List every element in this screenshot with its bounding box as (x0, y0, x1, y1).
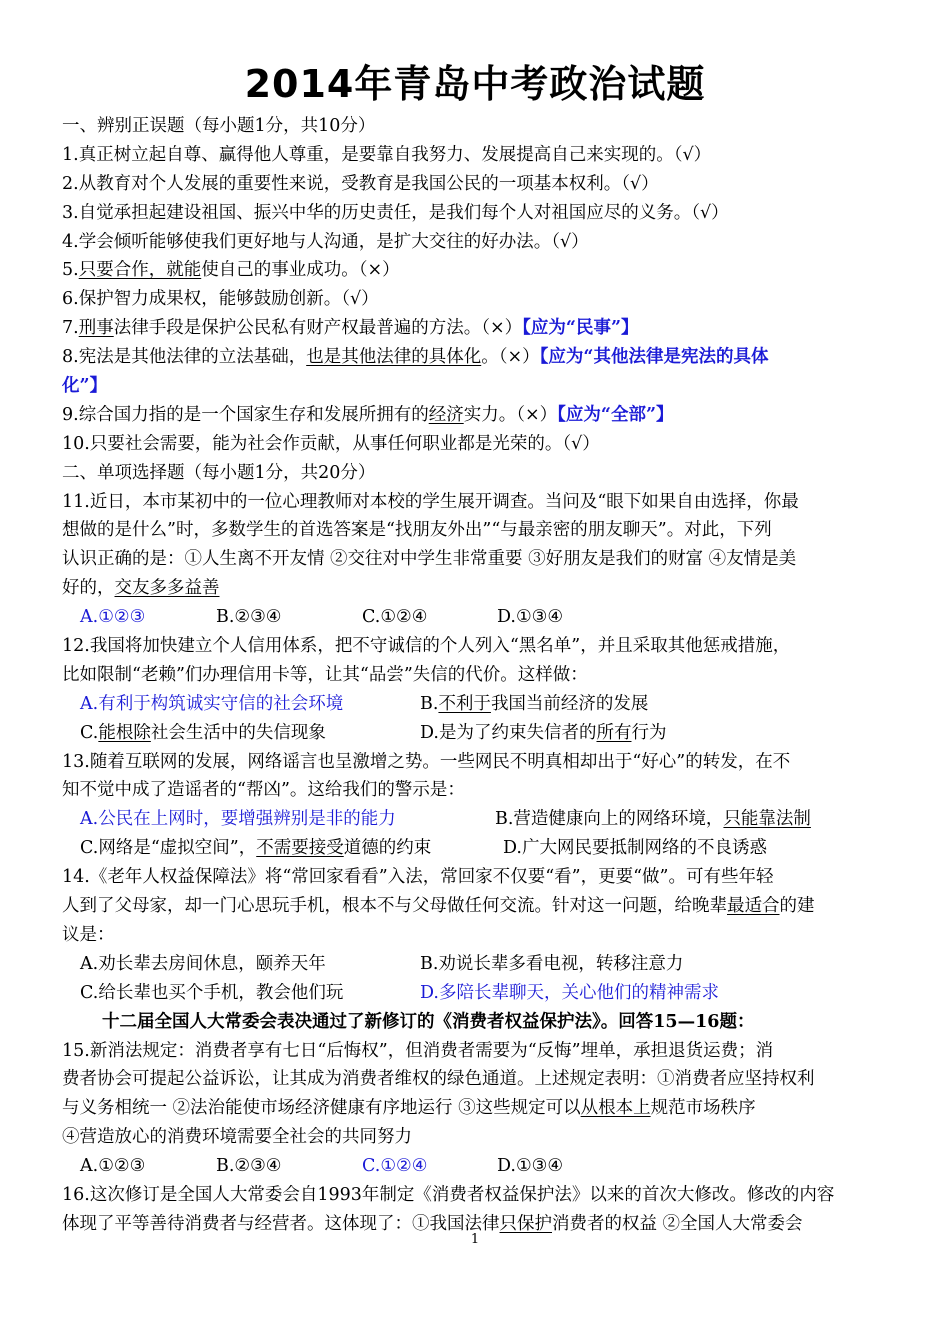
q12-option-d-underlined: 所有 (596, 722, 632, 743)
question-14-line1: 14.《老年人权益保障法》将“常回家看看”入法，常回家不仅要“看”，更要“做”。可有些年轻 (62, 867, 774, 888)
q7-rest: 法律手段是保护公民私有财产权最普遍的方法。（×） (113, 318, 523, 339)
q9-rest: 实力。（×） (463, 404, 558, 425)
question-11-options (62, 603, 890, 632)
question-15-line2: 费者协会可提起公益诉讼，让其成为消费者维权的绿色通道。上述规定表明：①消费者应坚持权利 (62, 1069, 815, 1090)
q8-underlined: 也是其他法律的具体化 (306, 347, 482, 368)
q15-line3-rest: 规范市场秩序 (650, 1098, 756, 1119)
q7-prefix: 7. (62, 318, 79, 339)
section-heading-true-false: 一、辨别正误题（每小题1分，共10分） (62, 116, 376, 136)
q8-prefix: 8.宪法是其他法律的立法基础， (62, 347, 307, 368)
q13-option-b (495, 809, 811, 829)
question-9 (62, 401, 890, 430)
question-14-options-row1 (62, 950, 890, 979)
q13-option-c-rest: 道德的约束 (343, 838, 432, 859)
q9-correction-note: 【应为“全部”】 (557, 404, 674, 425)
q14-line2-rest: 的建 (779, 896, 815, 917)
q12-option-b (420, 694, 648, 714)
q12-option-b-prefix: B. (420, 693, 439, 714)
question-8-continued (62, 372, 890, 401)
q14-option-b: B.劝说长辈多看电视，转移注意力 (420, 953, 684, 974)
question-12-options-row1 (62, 690, 890, 719)
q15-option-a: A.①②③ (80, 1156, 146, 1177)
q15-line3-prefix: 与义务相统一 ②法治能使市场经济健康有序地运行 ③这些规定可以 (62, 1098, 581, 1119)
q9-prefix: 9.综合国力指的是一个国家生存和发展所拥有的 (62, 404, 429, 425)
q8-correction-note-cont: 化”】 (62, 376, 108, 397)
question-4: 4.学会倾听能够使我们更好地与人沟通，是扩大交往的好办法。（√） (62, 231, 589, 252)
q12-option-b-underlined: 不利于 (438, 693, 491, 714)
question-7 (62, 314, 890, 343)
question-13-options-row2 (62, 834, 890, 863)
q12-option-c-underlined: 能根除 (98, 722, 151, 743)
q14-line2-prefix: 人到了父母家，却一门心思玩手机，根本不与父母做任何交流。针对这一问题，给晚辈 (62, 896, 727, 917)
q8-correction-note: 【应为“其他法律是宪法的具体 (539, 347, 769, 368)
question-12-options-row2 (62, 719, 890, 748)
question-15-line1: 15.新消法规定：消费者享有七日“后悔权”，但消费者需要为“反悔”埋单，承担退货运费；消 (62, 1040, 774, 1061)
q5-rest: 使自己的事业成功。（×） (201, 260, 400, 281)
question-11-line1: 11.近日，本市某初中的一位心理教师对本校的学生展开调查。当问及“眼下如果自由选择，你最 (62, 491, 799, 512)
question-14-line3: 议是： (62, 924, 115, 945)
q13-option-d: D.广大网民要抵制网络的不良诱惑 (503, 838, 767, 859)
q11-underlined: 交友多多益善 (114, 578, 220, 599)
q12-option-c (80, 719, 420, 748)
q14-option-a: A.劝长辈去房间休息，颐养天年 (80, 953, 326, 974)
q11-line4-prefix: 好的， (62, 578, 115, 599)
q15-underlined: 从根本上 (580, 1098, 651, 1119)
question-1: 1.真正树立起自尊、赢得他人尊重，是要靠自我努力、发展提高自己来实现的。（√） (62, 144, 712, 165)
q7-underlined: 刑事 (78, 318, 114, 339)
q13-option-c-prefix: C.网络是“虚拟空间”， (80, 838, 257, 859)
q16-line2-rest: 消费者的权益 ②全国人大常委会 (552, 1213, 803, 1234)
q8-rest: 。（×） (481, 347, 540, 368)
q12-option-d (420, 723, 666, 743)
q11-option-d: D.①③④ (497, 607, 564, 628)
question-11-line4 (62, 574, 890, 603)
question-13-line1: 13.随着互联网的发展，网络谣言也呈激增之势。一些网民不明真相却出于“好心”的转发，在不 (62, 751, 791, 772)
q9-underlined: 经济 (428, 404, 464, 425)
q11-option-b: B.②③④ (216, 607, 282, 628)
question-12-line1: 12.我国将加快建立个人信用体系，把不守诚信的个人列入“黑名单”，并且采取其他惩戒措施， (62, 636, 791, 657)
q13-option-a: A.公民在上网时，要增强辨别是非的能力 (80, 809, 396, 830)
section-heading-multiple-choice: 二、单项选择题（每小题1分，共20分） (62, 462, 376, 483)
q7-correction-note: 【应为“民事”】 (522, 318, 639, 339)
q12-option-b-rest: 我国当前经济的发展 (490, 693, 649, 714)
question-13-line2: 知不觉中成了造谣者的“帮凶”。这给我们的警示是： (62, 780, 465, 801)
q5-prefix: 5. (62, 260, 79, 281)
question-14-line2 (62, 892, 890, 921)
q16-underlined: 只保护 (499, 1213, 552, 1234)
q11-option-a: A.①②③ (80, 607, 146, 628)
page-title: 2014年青岛中考政治试题 (244, 62, 706, 106)
q12-option-d-prefix: D.是为了约束失信者的 (420, 722, 597, 743)
question-15-line4: ④营造放心的消费环境需要全社会的共同努力 (62, 1127, 412, 1148)
question-8 (62, 343, 890, 372)
q5-underlined: 只要合作，就能 (78, 260, 202, 281)
exam-content (62, 112, 890, 1239)
q14-underlined: 最适合 (727, 896, 780, 917)
q12-option-d-rest: 行为 (631, 722, 667, 743)
question-15-options (62, 1152, 890, 1181)
question-15-line3 (62, 1094, 890, 1123)
q14-option-c: C.给长辈也买个手机，教会他们玩 (80, 982, 344, 1003)
question-11-line3: 认识正确的是：①人生离不开友情 ②交往对中学生非常重要 ③好朋友是我们的财富 ④友情是美 (62, 549, 797, 570)
q13-option-c-underlined: 不需要接受 (256, 838, 344, 859)
q15-option-c: C.①②④ (362, 1156, 428, 1177)
q12-option-c-rest: 社会生活中的失信现象 (150, 722, 326, 743)
q14-option-d: D.多陪长辈聊天，关心他们的精神需求 (420, 982, 719, 1003)
material-prompt: 十二届全国人大常委会表决通过了新修订的《消费者权益保护法》。回答15—16题： (102, 1011, 755, 1032)
q13-option-b-underlined: 只能靠法制 (723, 809, 811, 830)
q16-line2-prefix: 体现了平等善待消费者与经营者。这体现了：①我国法律 (62, 1213, 500, 1234)
question-6: 6.保护智力成果权，能够鼓励创新。（√） (62, 289, 379, 310)
page-number: 1 (470, 1232, 480, 1247)
question-2: 2.从教育对个人发展的重要性来说，受教育是我国公民的一项基本权利。（√） (62, 173, 659, 194)
question-13-options-row1 (62, 805, 890, 834)
question-5 (62, 256, 890, 285)
question-12-line2: 比如限制“老赖”们办理信用卡等，让其“品尝”失信的代价。这样做： (62, 664, 588, 685)
question-11-line2: 想做的是什么”时，多数学生的首选答案是“找朋友外出”“与最亲密的朋友聊天”。对此，下列 (62, 520, 772, 541)
q15-option-b: B.②③④ (216, 1156, 282, 1177)
q12-option-c-prefix: C. (80, 722, 99, 743)
q15-option-d: D.①③④ (497, 1156, 564, 1177)
q11-option-c: C.①②④ (362, 607, 428, 628)
question-3: 3.自觉承担起建设祖国、振兴中华的历史责任，是我们每个人对祖国应尽的义务。（√） (62, 202, 729, 223)
q12-option-a: A.有利于构筑诚实守信的社会环境 (80, 693, 344, 714)
question-10: 10.只要社会需要，能为社会作贡献，从事任何职业都是光荣的。（√） (62, 433, 600, 454)
q13-option-c (80, 834, 503, 863)
q13-option-b-prefix: B.营造健康向上的网络环境， (495, 809, 724, 830)
question-16-line1: 16.这次修订是全国人大常委会自1993年制定《消费者权益保护法》以来的首次大修改。修改的内容 (62, 1184, 835, 1205)
question-14-options-row2 (62, 979, 890, 1008)
